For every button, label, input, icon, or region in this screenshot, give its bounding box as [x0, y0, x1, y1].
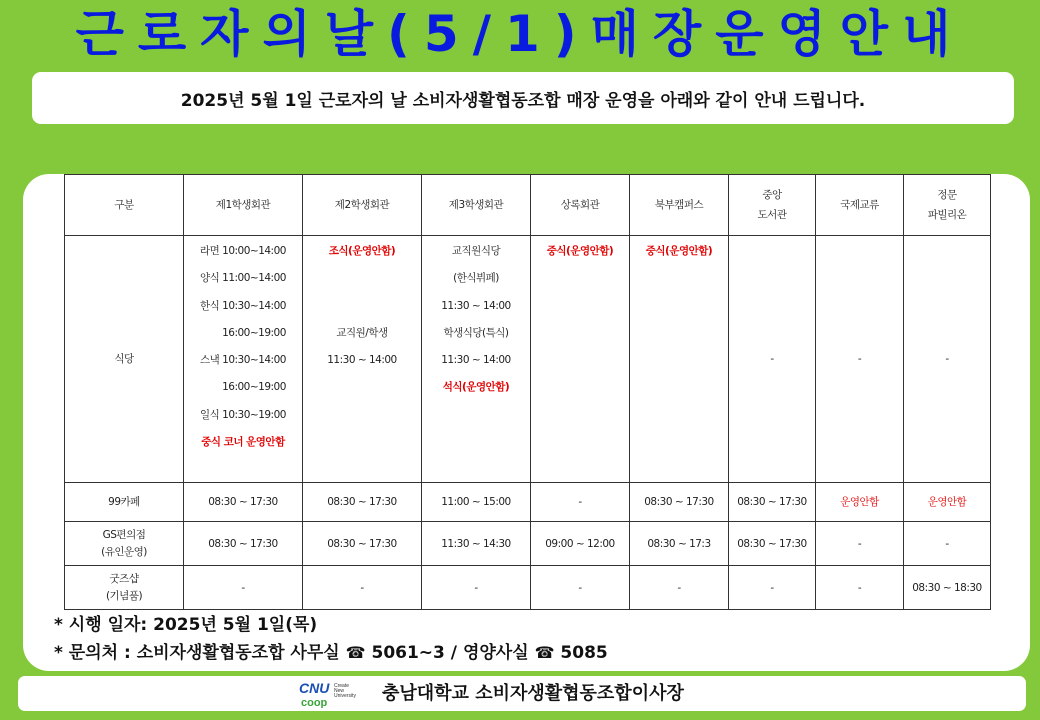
notes — [54, 612, 608, 667]
table-header-row — [65, 175, 991, 236]
subtitle-text: 2025년 5월 1일 근로자의 날 소비자생활협동조합 매장 운영을 아래와 같이 안내 드립니다. — [180, 90, 866, 111]
table-cell: 08:30 ~ 17:30 — [630, 483, 729, 522]
row-label: GS편의점 (유인운영) — [65, 522, 184, 566]
table-cell: 08:30 ~ 17:30 — [303, 522, 422, 566]
row-label: 식당 — [65, 236, 184, 483]
footer-org: 충남대학교 소비자생활협동조합이사장 — [382, 683, 684, 704]
table-row-goods — [65, 566, 991, 610]
table-cell: - — [184, 566, 303, 610]
table-cell: 11:00 ~ 15:00 — [422, 483, 531, 522]
cell-sangrok — [531, 236, 630, 483]
cell-hall2-menu: 조식(운영안함) 교직원/학생 11:30 ~ 14:00 — [303, 236, 422, 483]
effective-date: * 시행 일자: 2025년 5월 1일(목) — [54, 615, 318, 635]
schedule-table — [64, 174, 991, 610]
header-cell: 상록회관 — [531, 175, 630, 236]
table-row-cafe — [65, 483, 991, 522]
row-label: 굿즈샵 (기념품) — [65, 566, 184, 610]
table-cell: - — [816, 566, 904, 610]
header-cell: 제3학생회관 — [422, 175, 531, 236]
table-cell: - — [303, 566, 422, 610]
logo-tagline-2: New — [334, 688, 345, 694]
closed-notice: 중식(운영안함) — [645, 245, 713, 257]
table-cell: 08:30 ~ 17:30 — [729, 483, 816, 522]
logo-tagline-1: Create — [334, 683, 350, 689]
table-cell: - — [816, 522, 904, 566]
cell-pavilion: - — [904, 236, 991, 483]
row-label: 99카페 — [65, 483, 184, 522]
header-cell: 국제교류 — [816, 175, 904, 236]
cell-hall3-menu: 교직원식당 (한식뷔페) 11:30 ~ 14:00 학생식당(특식) 11:30 ~ 14:00 석식(운영안함) — [422, 236, 531, 483]
header-cell: 제1학생회관 — [184, 175, 303, 236]
table-cell: - — [422, 566, 531, 610]
logo-coop-text: coop — [301, 697, 328, 708]
table-cell: 08:30 ~ 17:30 — [184, 483, 303, 522]
closed-notice: 조식(운영안함) — [328, 245, 396, 257]
header-cell: 중앙 도서관 — [729, 175, 816, 236]
phone-icon: ☎ — [345, 643, 366, 662]
table-row-gs — [65, 522, 991, 566]
table-cell: 11:30 ~ 14:30 — [422, 522, 531, 566]
table-cell: 09:00 ~ 12:00 — [531, 522, 630, 566]
table-cell: - — [904, 522, 991, 566]
phone-icon: ☎ — [534, 643, 555, 662]
cell-hall1-menu: 라면 10:00~14:00 양식 11:00~14:00 한식 10:30~14:00 16:00~19:00 스낵 10:30~14:00 16:00~19:00 일식 10:30~19:00 중식 코너 운영안함 — [184, 236, 303, 483]
cell-intl: - — [816, 236, 904, 483]
table-cell: 08:30 ~ 17:30 — [184, 522, 303, 566]
table-cell: 운영안함 — [816, 483, 904, 522]
closed-notice: 중식(운영안함) — [546, 245, 614, 257]
table-cell: - — [729, 566, 816, 610]
table-cell: 08:30 ~ 17:30 — [303, 483, 422, 522]
closed-notice: 중식 코너 운영안함 — [201, 436, 285, 449]
logo-tagline-3: University — [334, 693, 356, 699]
closed-notice: 석식(운영안함) — [442, 381, 510, 394]
table-cell: - — [531, 566, 630, 610]
cell-north — [630, 236, 729, 483]
contact-line: * 문의처 : 소비자생활협동조합 사무실 ☎ 5061~3 / 영양사실 ☎ 5085 — [54, 643, 608, 663]
table-cell: - — [531, 483, 630, 522]
header-cell: 북부캠퍼스 — [630, 175, 729, 236]
cnu-coop-logo — [298, 680, 380, 708]
table-cell: 08:30 ~ 18:30 — [904, 566, 991, 610]
header-cell: 제2학생회관 — [303, 175, 422, 236]
nutrition-number: 5085 — [560, 643, 608, 663]
header-cell: 정문 파빌리온 — [904, 175, 991, 236]
table-row-cafeteria — [65, 236, 991, 483]
page-title: 근로자의날(5/1)매장운영안내 — [75, 5, 965, 63]
table-cell: 운영안함 — [904, 483, 991, 522]
table-cell: 08:30 ~ 17:30 — [729, 522, 816, 566]
table-cell: 08:30 ~ 17:3 — [630, 522, 729, 566]
office-number: 5061~3 — [371, 643, 445, 663]
subtitle-banner — [32, 72, 1014, 124]
logo-cnu-text: CNU — [299, 680, 330, 696]
table-cell: - — [630, 566, 729, 610]
cell-library: - — [729, 236, 816, 483]
header-cell: 구분 — [65, 175, 184, 236]
